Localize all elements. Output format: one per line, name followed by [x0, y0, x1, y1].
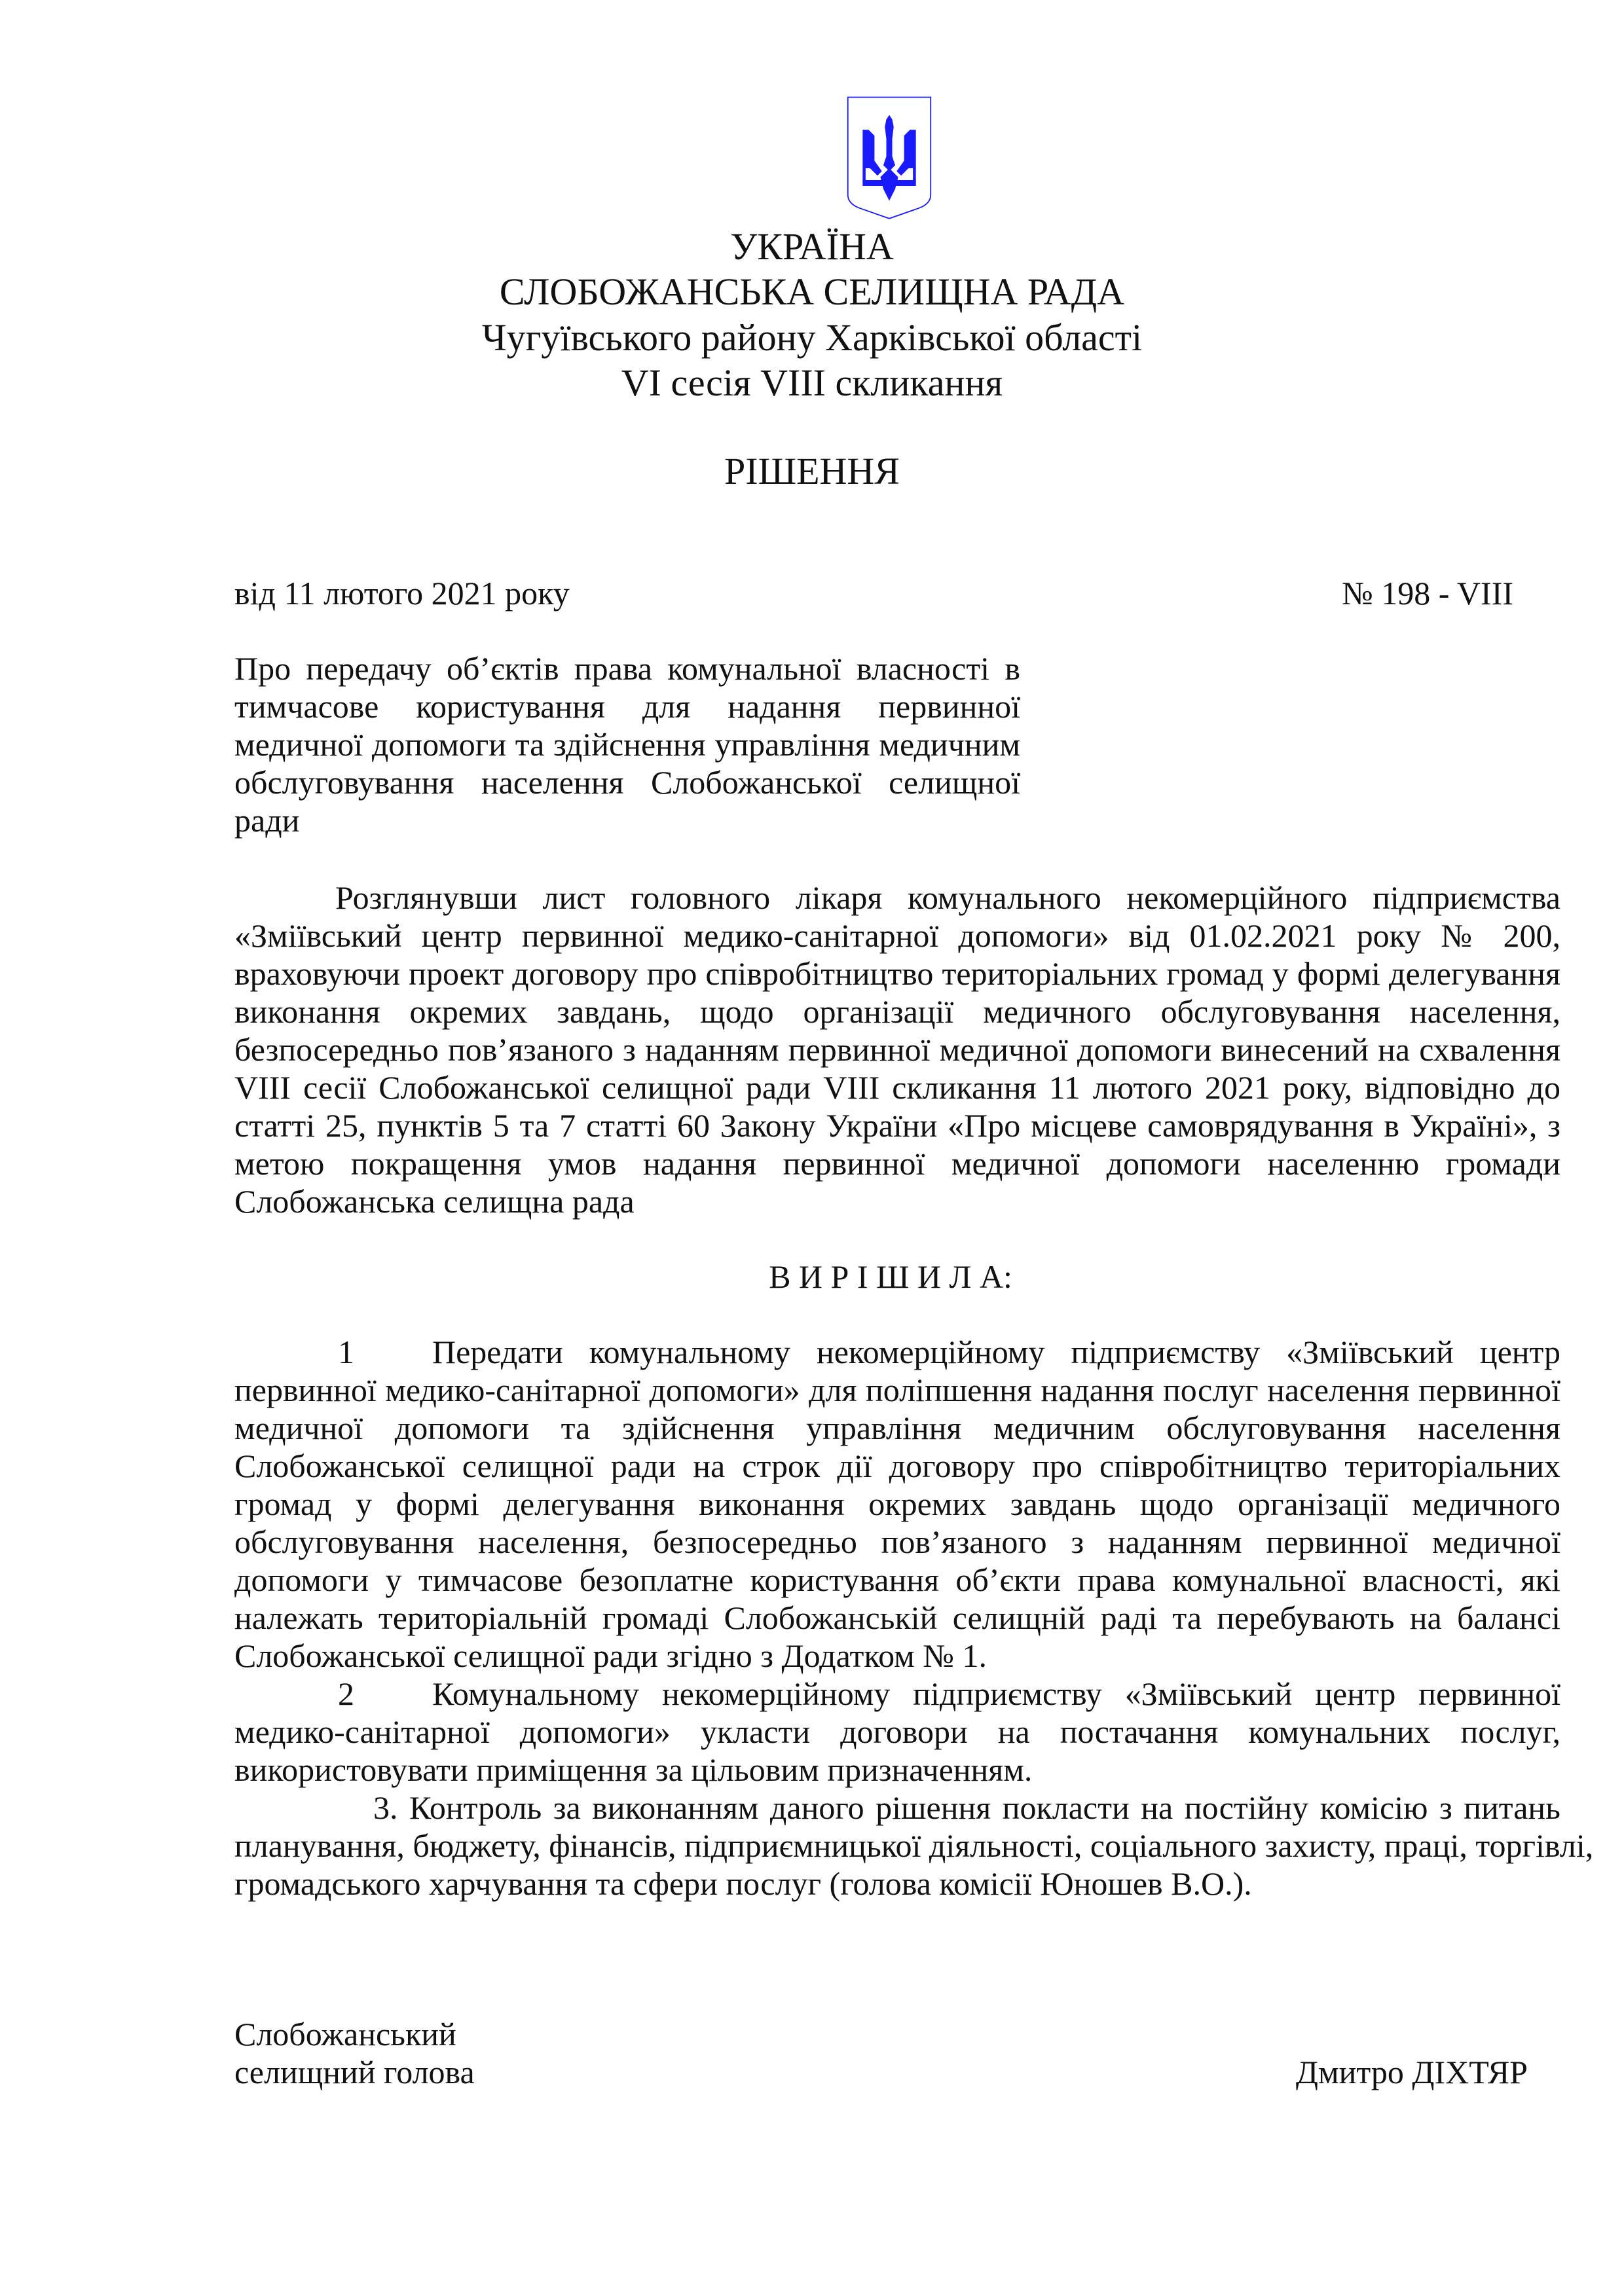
preamble-line: безпосередньо пов’язаного з наданням первинної медичної допомоги винесений на схвалення [234, 1031, 1560, 1068]
document-type-heading: РІШЕННЯ [724, 450, 900, 492]
item-text: Передати комунальному некомерційному підприємству «Зміївський центр [432, 1334, 1560, 1370]
preamble-line: VIII сесії Слобожанської селищної ради VIII скликання 11 лютого 2021 року, відповідно до [234, 1069, 1560, 1106]
district-heading: Чугуївського району Харківської області [481, 316, 1143, 359]
item-line: обслуговування населення, безпосередньо пов’язаного з наданням первинної медичної [234, 1523, 1560, 1560]
signatory-position [234, 2015, 475, 2091]
item-line: планування, бюджету, фінансів, підприємницької діяльності, соціального захисту, праці, торгівлі, [234, 1827, 1594, 1864]
item-line: належать територіальній громаді Слобожанській селищній раді та перебувають на балансі [234, 1599, 1560, 1636]
item-line: громадського харчування та сфери послуг (голова комісії Юношев В.О.). [234, 1865, 1252, 1902]
preamble-line: статті 25, пунктів 5 та 7 статті 60 Закону України «Про місцеве самоврядування в Україні», з [234, 1107, 1560, 1144]
item-line: використовувати приміщення за цільовим призначенням. [234, 1751, 1033, 1788]
decision-title [234, 649, 1020, 839]
session-heading: VI сесія VIII скликання [621, 361, 1003, 404]
preamble-line: враховуючи проект договору про співробітництво територіальних громад у формі делегування [234, 955, 1560, 992]
title-line: обслуговування населення Слобожанської селищної [234, 764, 1020, 801]
title-line: ради [234, 802, 300, 839]
signatory-position-line: Слобожанський [234, 2016, 456, 2052]
item-line: медичної допомоги та здійснення управління медичним обслуговування населення [234, 1410, 1560, 1446]
council-heading: СЛОБОЖАНСЬКА СЕЛИЩНА РАДА [499, 270, 1125, 313]
item-text: Комунальному некомерційному підприємству «Зміївський центр первинної [432, 1675, 1560, 1712]
item-line: допомоги у тимчасове безоплатне користування об’єкти права комунальної власності, які [234, 1561, 1560, 1598]
signatory-position-line: селищний голова [234, 2054, 475, 2090]
item-line: Слобожанської селищної ради на строк дії договору про співробітництво територіальних [234, 1448, 1560, 1484]
preamble [234, 879, 1560, 1220]
preamble-line: «Зміївський центр первинної медико-санітарної допомоги» від 01.02.2021 року № 200, [234, 917, 1560, 954]
item-line: медико-санітарної допомоги» укласти договори на постачання комунальних послуг, [234, 1713, 1560, 1750]
item-line: Слобожанської селищної ради згідно з Додатком № 1. [234, 1637, 987, 1674]
country-heading: УКРАЇНА [730, 225, 894, 268]
item-number: 2 [338, 1675, 354, 1712]
preamble-line: Слобожанська селищна рада [234, 1183, 635, 1220]
title-line: медичної допомоги та здійснення управління медичним [234, 726, 1020, 763]
coat-of-arms-icon [845, 94, 934, 220]
resolution-items [234, 1333, 1594, 1903]
title-line: тимчасове користування для надання первинної [234, 688, 1020, 725]
decision-date: від 11 лютого 2021 року [234, 575, 570, 611]
item-line [234, 1333, 1560, 1371]
item-line: громад у формі делегування виконання окремих завдань щодо організації медичного [234, 1485, 1560, 1522]
title-line: Про передачу об’єктів права комунальної власності в [234, 650, 1020, 687]
preamble-line: виконання окремих завдань, щодо організації медичного обслуговування населення, [234, 993, 1560, 1030]
decision-number: № 198 - VIII [1341, 575, 1513, 611]
preamble-line: Розглянувши лист головного лікаря комунального некомерційного підприємства [335, 879, 1560, 916]
item-line [234, 1675, 1560, 1713]
item-number: 1 [338, 1334, 354, 1370]
resolved-heading: В И Р І Ш И Л А: [769, 1258, 1012, 1295]
item-line: первинної медико-санітарної допомоги» для поліпшення надання послуг населення первинної [234, 1372, 1560, 1408]
item-line: 3. Контроль за виконанням даного рішення покласти на постійну комісію з питань [373, 1789, 1560, 1826]
preamble-line: метою покращення умов надання первинної медичної допомоги населенню громади [234, 1145, 1560, 1182]
signatory-name: Дмитро ДІХТЯР [1295, 2054, 1528, 2090]
